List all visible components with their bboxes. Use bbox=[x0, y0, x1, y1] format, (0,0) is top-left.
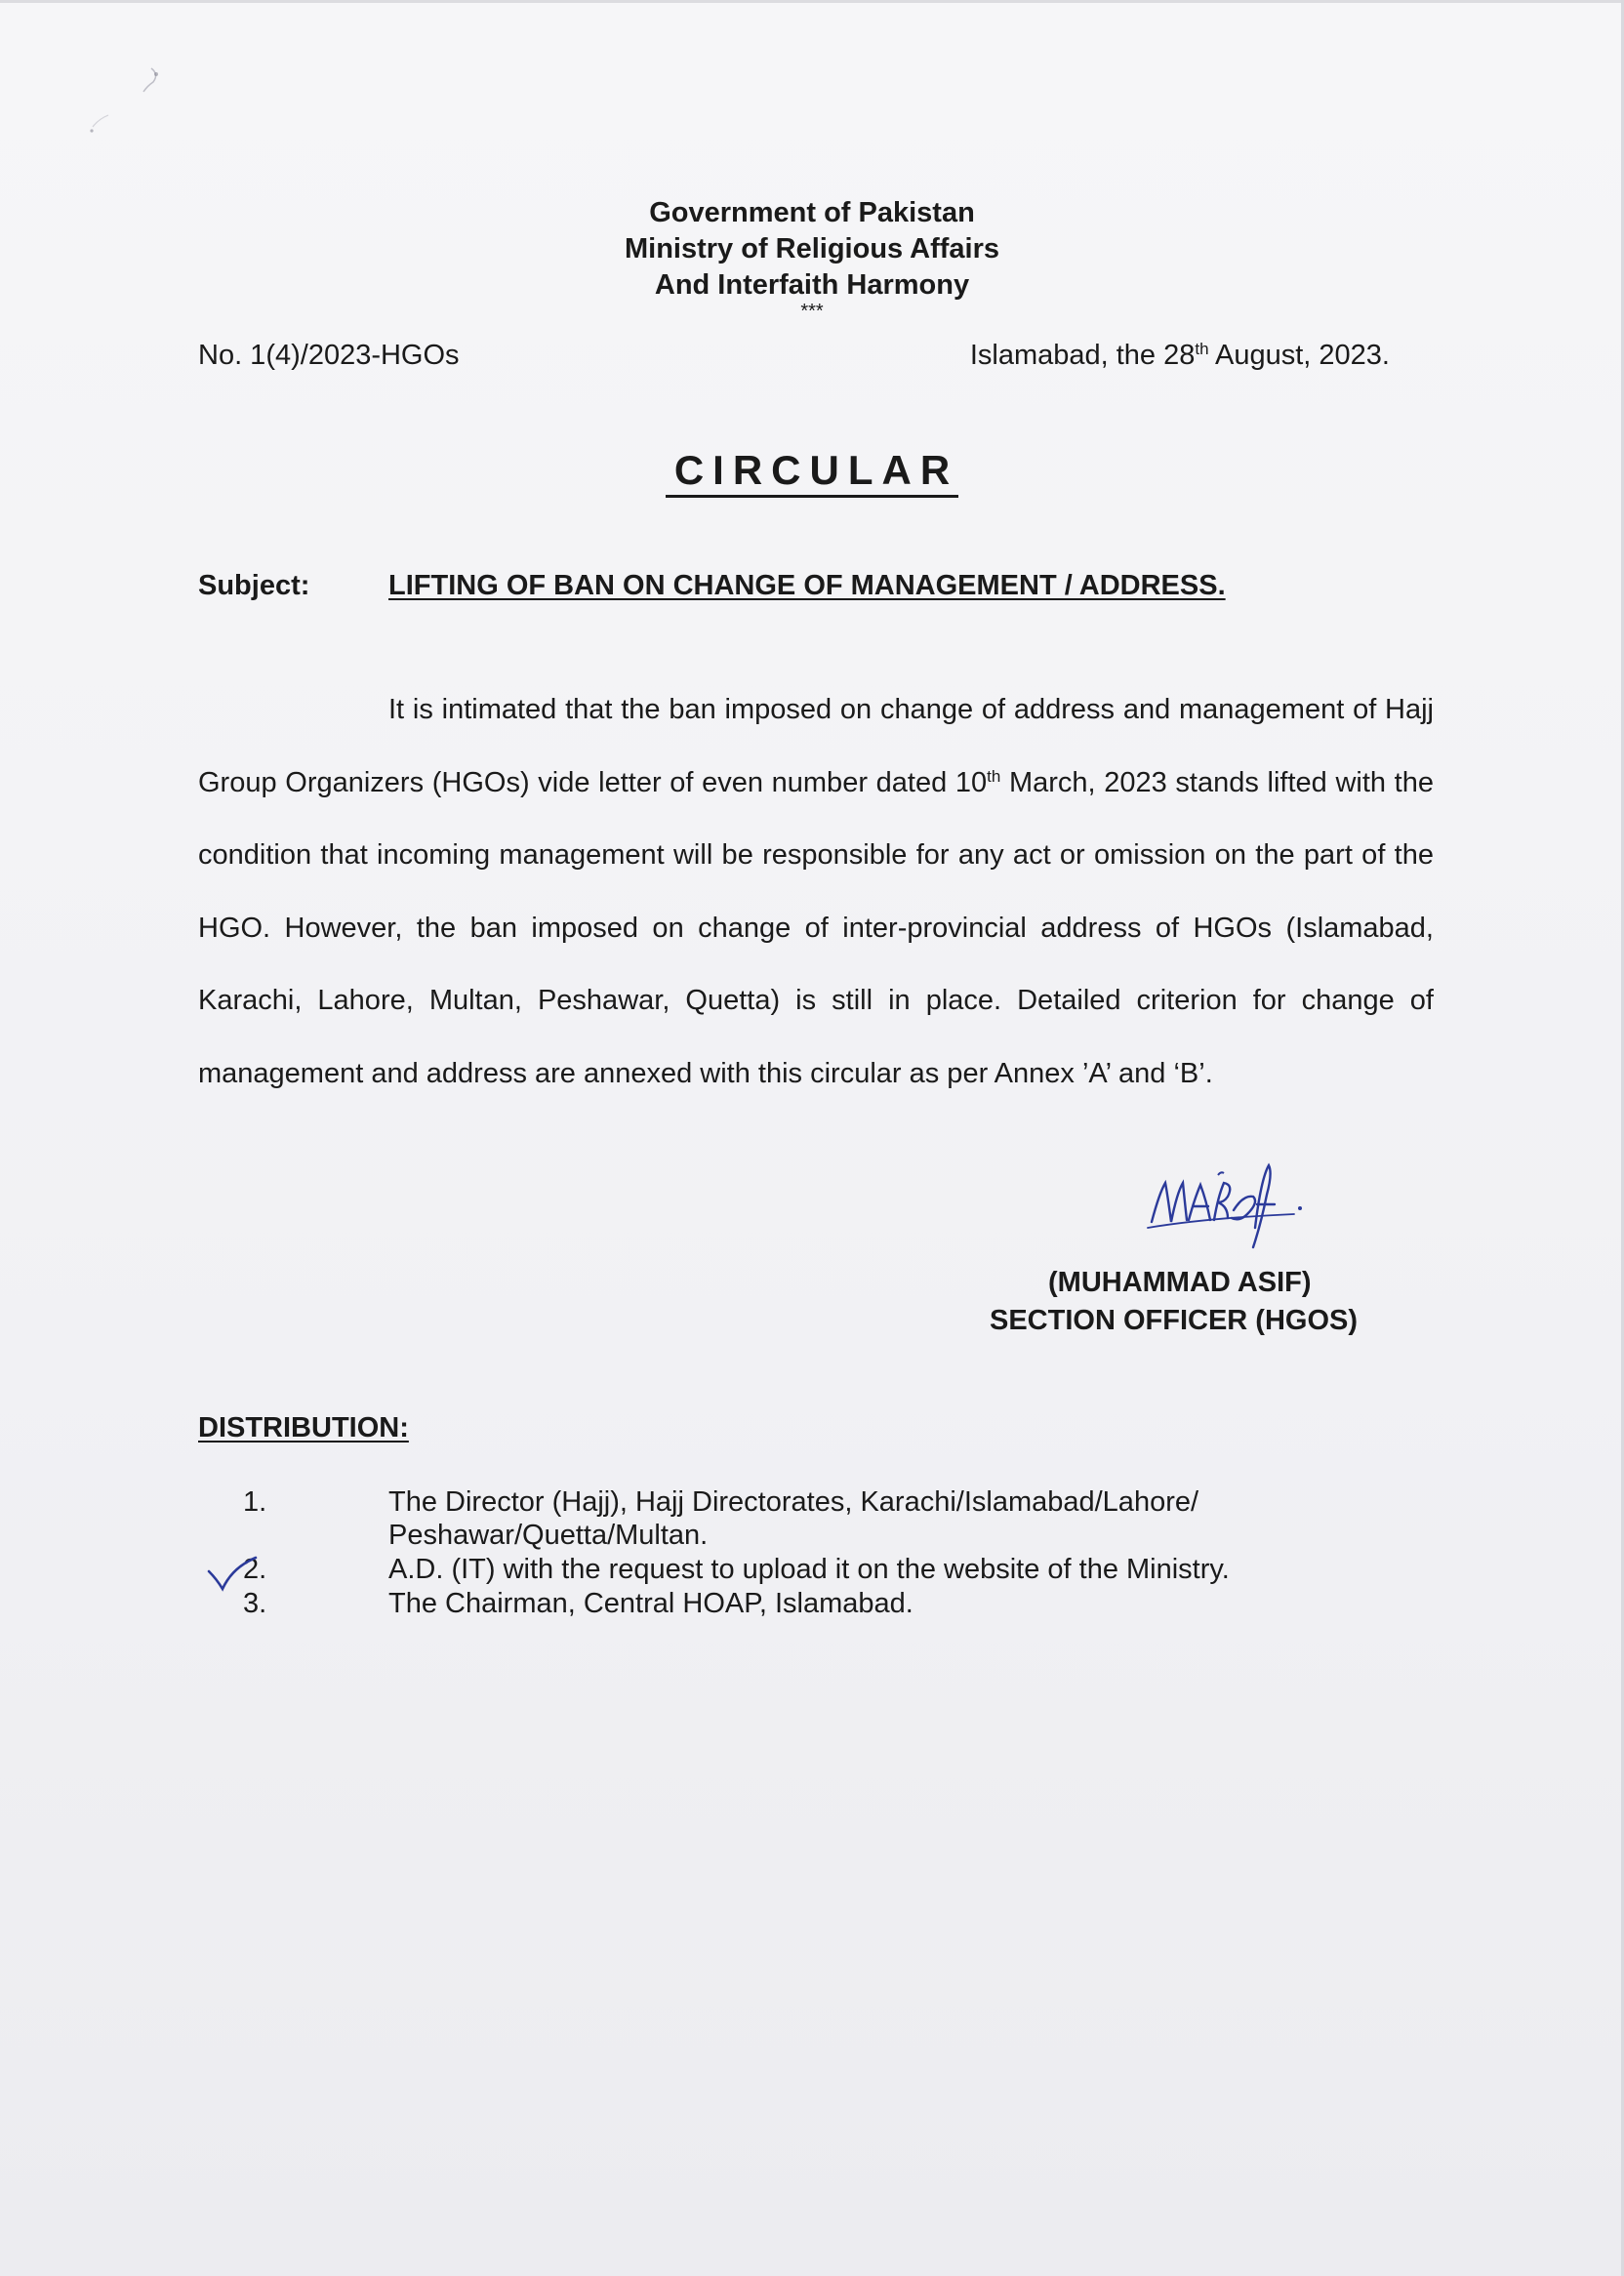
issue-date-prefix: Islamabad, the 28 bbox=[969, 340, 1196, 371]
distribution-item-text: A.D. (IT) with the request to upload it on the website of the Ministry. bbox=[388, 1554, 1230, 1585]
letterhead-ministry: Ministry of Religious Affairs bbox=[624, 233, 1000, 264]
scan-smudge-mark bbox=[78, 59, 185, 146]
distribution-item-text bbox=[388, 1485, 1364, 1552]
body-text-part2: March, 2023 stands lifted with the condition that incoming management will be responsible for any act or omission on the part of the HGO. However, the ban imposed on change of inter-provincial address of HGOs (Islamabad, Karachi, Lahore, Multan, Peshawar, Quetta) is still in place. Detailed criterion for change of management and address are annexed with this circular as per Annex ’A’ and ‘B’. bbox=[198, 766, 1434, 1089]
distribution-item-line1: The Director (Hajj), Hajj Directorates, Karachi/Islamabad/Lahore/ bbox=[388, 1486, 1199, 1518]
distribution-item-number: 1. bbox=[243, 1486, 267, 1518]
scan-edge-top bbox=[0, 0, 1624, 3]
letterhead-stars: *** bbox=[800, 301, 824, 322]
document-title-text: CIRCULAR bbox=[666, 447, 958, 498]
distribution-item-number: 3. bbox=[243, 1588, 267, 1619]
reference-number: No. 1(4)/2023-HGOs bbox=[198, 340, 460, 371]
body-text-part1: It is intimated that the ban imposed on change of address and management of Hajj Group Organizers (HGOs) vide letter of even number dated 10 bbox=[198, 694, 1434, 798]
issue-date-suffix: August, 2023. bbox=[1208, 340, 1390, 371]
letterhead-government: Government of Pakistan bbox=[649, 197, 975, 228]
signature-image bbox=[1132, 1152, 1327, 1279]
body-text-ordinal: th bbox=[987, 766, 1001, 786]
body-paragraph bbox=[198, 673, 1434, 1110]
issue-date bbox=[970, 340, 1390, 372]
subject-text: LIFTING OF BAN ON CHANGE OF MANAGEMENT / ADDRESS. bbox=[388, 570, 1226, 601]
letterhead bbox=[0, 195, 1624, 322]
distribution-item-line2: Peshawar/Quetta/Multan. bbox=[388, 1520, 709, 1551]
checkmark-icon bbox=[205, 1552, 273, 1596]
letterhead-ministry-line2: And Interfaith Harmony bbox=[654, 269, 970, 301]
issue-date-ordinal: th bbox=[1195, 340, 1209, 358]
distribution-item-number: 2. bbox=[243, 1554, 267, 1585]
signatory-name: (MUHAMMAD ASIF) bbox=[1048, 1267, 1312, 1298]
document-title bbox=[0, 447, 1624, 494]
distribution-item bbox=[0, 1485, 1624, 1552]
signatory-designation: SECTION OFFICER (HGOS) bbox=[990, 1305, 1358, 1336]
distribution-heading: DISTRIBUTION: bbox=[198, 1412, 409, 1443]
subject-label: Subject: bbox=[198, 570, 310, 601]
distribution-item-text: The Chairman, Central HOAP, Islamabad. bbox=[388, 1588, 914, 1619]
